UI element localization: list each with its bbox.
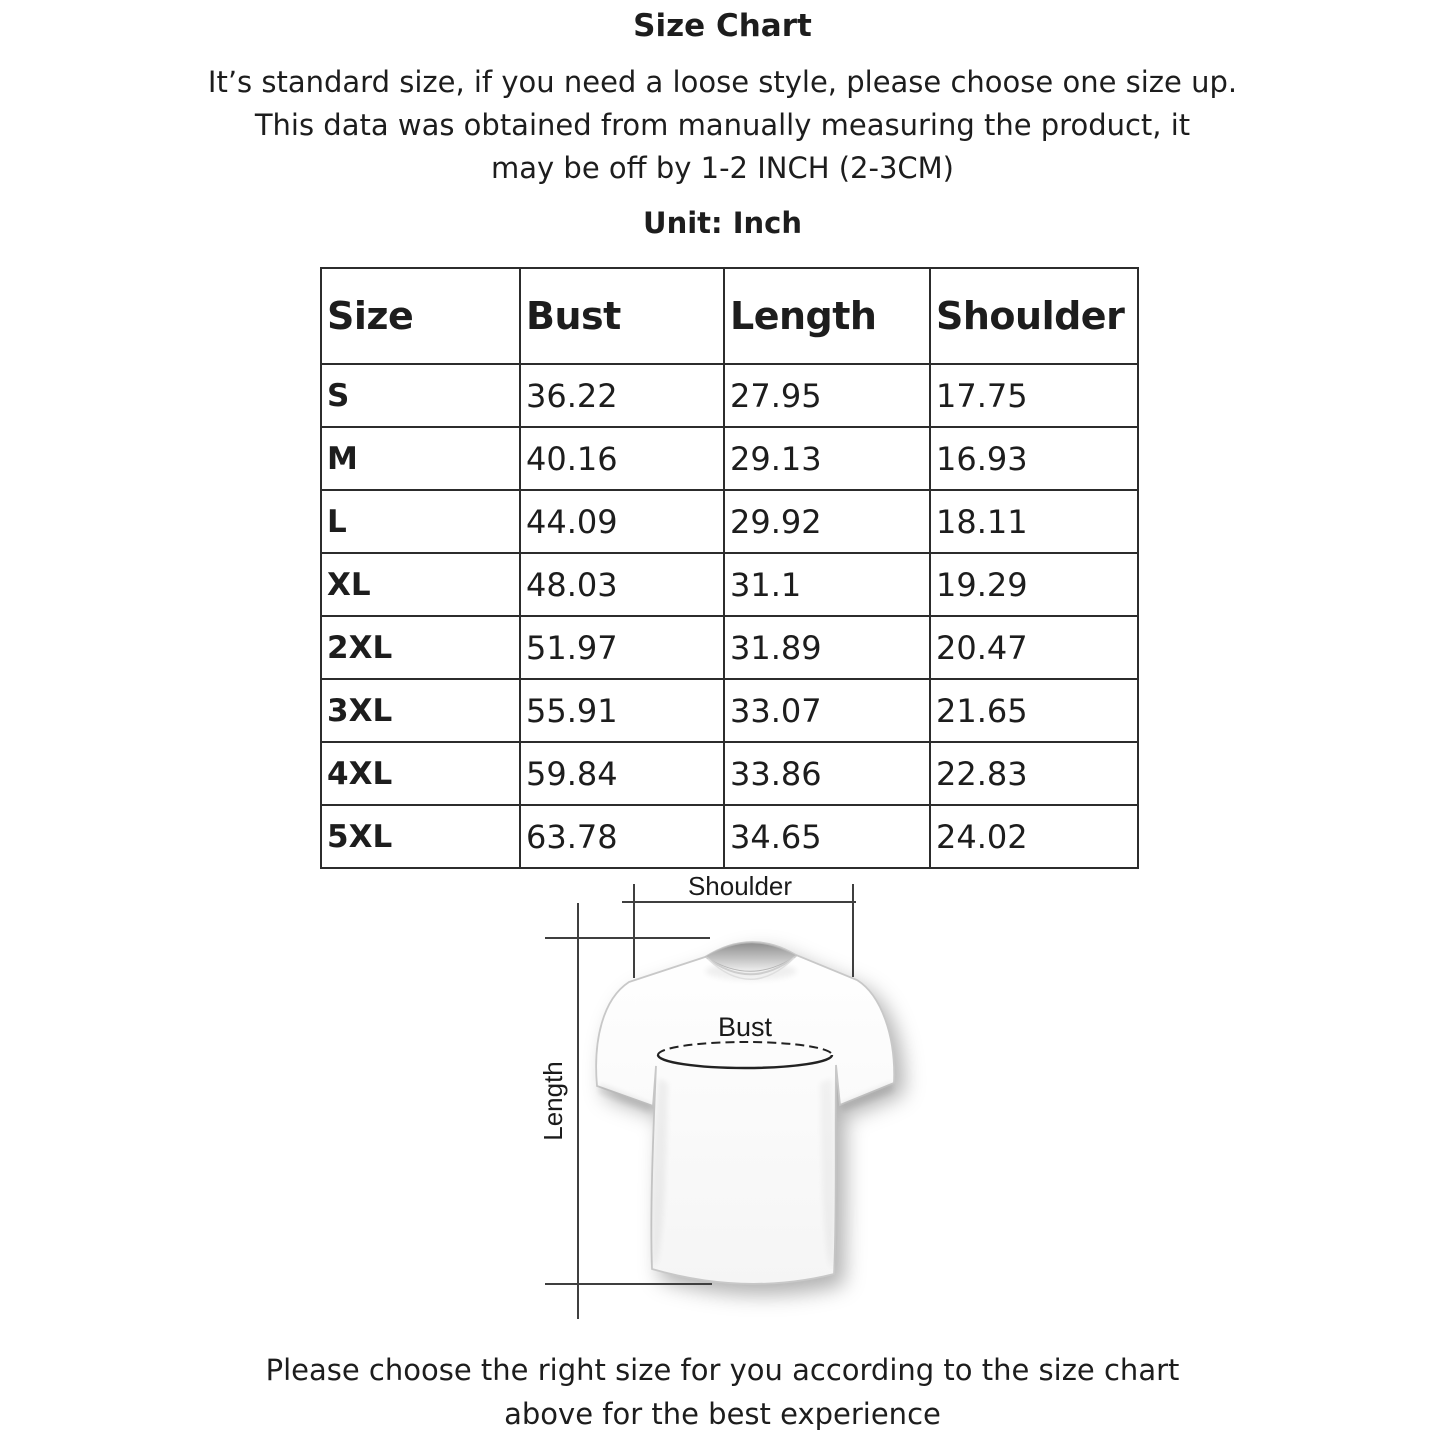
cell-length: 29.13: [724, 427, 930, 490]
cell-bust: 51.97: [520, 616, 724, 679]
cell-bust: 40.16: [520, 427, 724, 490]
cell-size: XL: [321, 553, 520, 616]
footer-text-line: Please choose the right size for you according to the size chart: [265, 1353, 1180, 1387]
column-header-length: Length: [724, 268, 930, 364]
size-table: [320, 267, 1139, 869]
cell-size: 3XL: [321, 679, 520, 742]
tshirt-body: [596, 942, 894, 1284]
cell-bust: 48.03: [520, 553, 724, 616]
column-header-bust: Bust: [520, 268, 724, 364]
cell-size: L: [321, 490, 520, 553]
cell-length: 29.92: [724, 490, 930, 553]
tshirt-graphic: [596, 942, 894, 1284]
cell-length: 33.86: [724, 742, 930, 805]
cell-shoulder: 18.11: [930, 490, 1138, 553]
cell-shoulder: 22.83: [930, 742, 1138, 805]
cell-shoulder: 21.65: [930, 679, 1138, 742]
cell-size: M: [321, 427, 520, 490]
footer-text-line: above for the best experience: [504, 1397, 941, 1431]
tshirt-measurement-diagram: [500, 868, 1000, 1335]
table-row: [321, 805, 1138, 868]
cell-length: 33.07: [724, 679, 930, 742]
cell-shoulder: 20.47: [930, 616, 1138, 679]
cell-bust: 55.91: [520, 679, 724, 742]
intro-text-line: It’s standard size, if you need a loose style, please choose one size up.: [207, 65, 1238, 99]
table-row: [321, 679, 1138, 742]
table-row: [321, 364, 1138, 427]
footer-text: [0, 1348, 1445, 1436]
cell-length: 31.1: [724, 553, 930, 616]
column-header-size: Size: [321, 268, 520, 364]
shoulder-label: Shoulder: [687, 871, 793, 901]
cell-bust: 36.22: [520, 364, 724, 427]
table-row: [321, 553, 1138, 616]
page-title: Size Chart: [633, 8, 812, 44]
intro-text-line: This data was obtained from manually measuring the product, it: [254, 108, 1191, 142]
unit-label: Unit: Inch: [643, 206, 802, 240]
cell-size: S: [321, 364, 520, 427]
cell-bust: 44.09: [520, 490, 724, 553]
length-label: Length: [538, 1061, 568, 1141]
cell-size: 5XL: [321, 805, 520, 868]
cell-shoulder: 16.93: [930, 427, 1138, 490]
table-row: [321, 616, 1138, 679]
cell-shoulder: 19.29: [930, 553, 1138, 616]
cell-length: 27.95: [724, 364, 930, 427]
intro-text-line: may be off by 1-2 INCH (2-3CM): [491, 151, 954, 185]
cell-length: 31.89: [724, 616, 930, 679]
cell-shoulder: 24.02: [930, 805, 1138, 868]
table-row: [321, 490, 1138, 553]
cell-size: 2XL: [321, 616, 520, 679]
cell-size: 4XL: [321, 742, 520, 805]
cell-bust: 59.84: [520, 742, 724, 805]
table-header-row: [321, 268, 1138, 364]
table-row: [321, 742, 1138, 805]
column-header-shoulder: Shoulder: [930, 268, 1138, 364]
table-row: [321, 427, 1138, 490]
cell-shoulder: 17.75: [930, 364, 1138, 427]
cell-length: 34.65: [724, 805, 930, 868]
intro-text: [0, 61, 1445, 190]
cell-bust: 63.78: [520, 805, 724, 868]
bust-label: Bust: [717, 1012, 773, 1042]
